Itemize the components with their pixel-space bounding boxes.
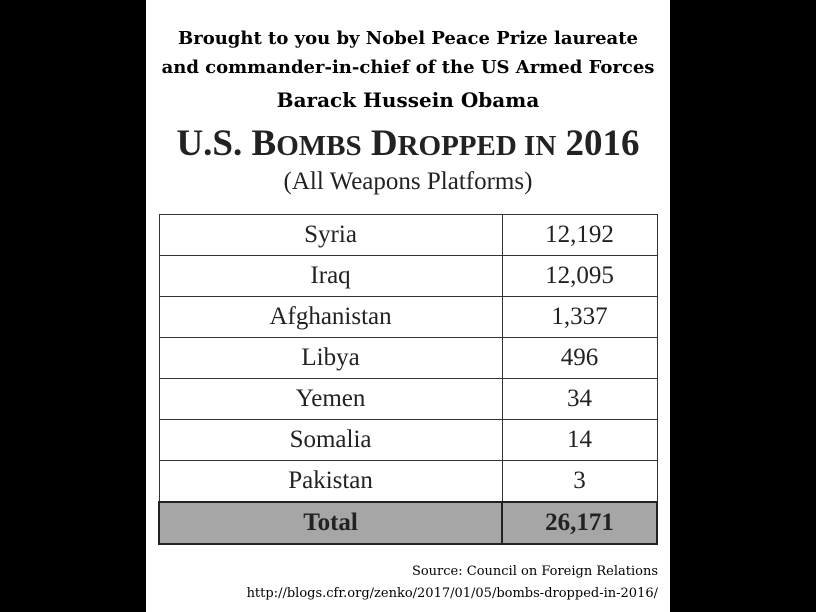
title-part: ROPPED [397, 130, 517, 162]
table-row [159, 461, 657, 503]
count-cell: 496 [502, 338, 657, 379]
subtitle: (All Weapons Platforms) [283, 168, 533, 195]
header-name: Barack Hussein Obama [276, 88, 540, 112]
count-cell: 34 [502, 379, 657, 420]
country-cell: Iraq [159, 256, 502, 297]
title-part: OMBS [276, 130, 362, 162]
country-cell: Pakistan [159, 461, 502, 503]
country-cell: Yemen [159, 379, 502, 420]
table-row [159, 256, 657, 297]
count-cell: 3 [502, 461, 657, 503]
count-cell: 14 [502, 420, 657, 461]
table-row [159, 338, 657, 379]
table-row [159, 379, 657, 420]
title-part: D [361, 123, 398, 164]
country-cell: Somalia [159, 420, 502, 461]
country-cell: Syria [159, 215, 502, 256]
total-label: Total [159, 502, 502, 544]
country-cell: Afghanistan [159, 297, 502, 338]
image-panel [146, 0, 670, 612]
count-cell: 12,095 [502, 256, 657, 297]
chart-title [146, 122, 670, 165]
count-cell: 1,337 [502, 297, 657, 338]
header-line-1: Brought to you by Nobel Peace Prize laureate [178, 28, 638, 49]
table-row [159, 297, 657, 338]
country-cell: Libya [159, 338, 502, 379]
total-count: 26,171 [502, 502, 657, 544]
bombs-table [158, 214, 658, 545]
title-part: IN [516, 130, 557, 162]
total-row [159, 502, 657, 544]
header-line-2: and commander-in-chief of the US Armed Forces [161, 57, 655, 78]
title-part: 2016 [556, 123, 640, 164]
source-credit: Source: Council on Foreign Relations [411, 564, 658, 579]
source-url: http://blogs.cfr.org/zenko/2017/01/05/bombs-dropped-in-2016/ [246, 586, 658, 601]
table-row [159, 420, 657, 461]
title-part: U.S. B [176, 123, 277, 164]
count-cell: 12,192 [502, 215, 657, 256]
table-row [159, 215, 657, 256]
